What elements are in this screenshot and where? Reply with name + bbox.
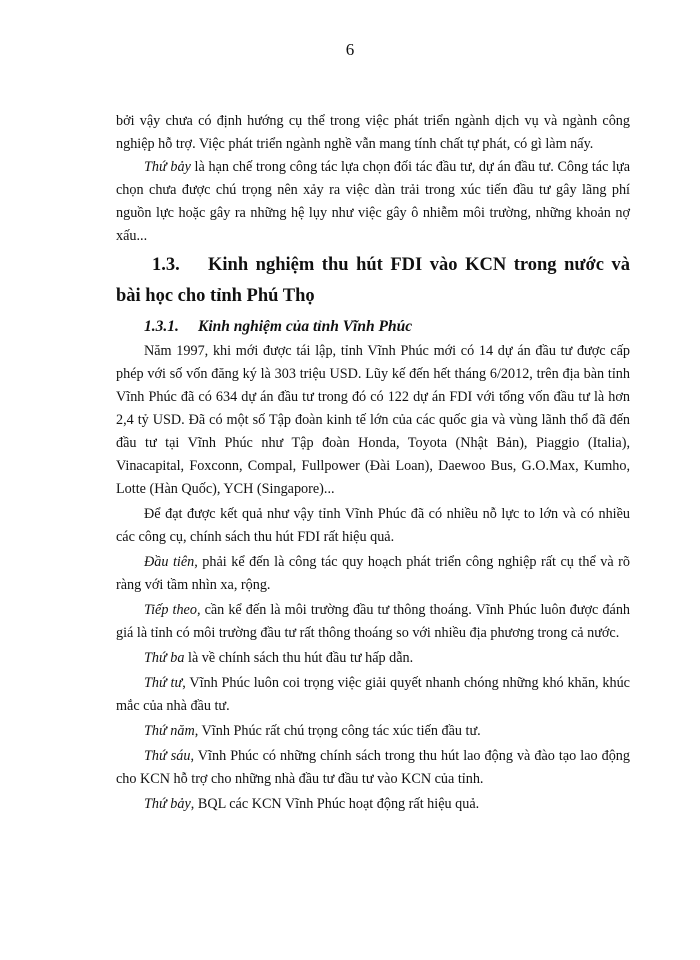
paragraph-vinh-phuc-history: Năm 1997, khi mới được tái lập, tỉnh Vĩnh Phúc mới có 14 dự án đầu tư được cấp phép với số vốn đăng ký là 303 triệu USD. Lũy kế đến hết tháng 6/2012, trên địa bàn tỉnh Vĩnh Phúc đã có 634 dự án đầu tư trong đó có 122 dự án FDI với tổng vốn đầu tư là hơn 2,4 tỷ USD. Đã có một số Tập đoàn kinh tế lớn của các quốc gia và vùng lãnh thổ đã đến đầu tư tại Vĩnh Phúc như Tập đoàn Honda, Toyota (Nhật Bản), Piaggio (Italia), Vinacapital, Foxconn, Compal, Fullpower (Đài Loan), Daewoo Bus, G.O.Max, Kumho, Lotte (Hàn Quốc), YCH (Singapore)... — [116, 343, 630, 497]
page-number: 6 — [345, 40, 355, 59]
paragraph-dau-tien — [116, 551, 630, 597]
paragraph-text: , Vĩnh Phúc có những chính sách trong thu hút lao động và đào tạo lao động cho KCN hỗ trợ cho những nhà đầu tư đầu tư vào KCN của tỉnh. — [116, 748, 630, 787]
paragraph-lead: Thứ tư — [144, 675, 183, 691]
page-body — [116, 110, 630, 816]
paragraph-lead: Thứ bảy — [144, 159, 191, 175]
paragraph-thu-nam — [116, 720, 630, 743]
paragraph-lead: Tiếp theo — [144, 602, 197, 618]
paragraph-thu-tu — [116, 672, 630, 718]
paragraph-lead: Thứ ba — [144, 650, 185, 666]
paragraph-text: là hạn chế trong công tác lựa chọn đối tác đầu tư, dự án đầu tư. Công tác lựa chọn chưa được chú trọng nên xảy ra việc dàn trải trong xúc tiến đầu tư gây lãng phí nguồn lực hoặc gây ra những hệ lụy như việc gây ô nhiễm môi trường, những khoản nợ xấu... — [116, 159, 630, 244]
subsection-number: 1.3.1. — [144, 318, 179, 335]
paragraph-text: là về chính sách thu hút đầu tư hấp dẫn. — [184, 650, 414, 666]
paragraph-thu-bay-limitation — [116, 156, 630, 248]
subsection-title: Kinh nghiệm của tỉnh Vĩnh Phúc — [198, 318, 413, 335]
paragraph-thu-ba — [116, 647, 630, 670]
subsection-heading-1-3-1 — [116, 314, 630, 340]
section-number: 1.3. — [152, 255, 180, 275]
paragraph-text: , Vĩnh Phúc luôn coi trọng việc giải quyết nhanh chóng những khó khăn, khúc mắc của nhà đầu tư. — [116, 675, 630, 714]
paragraph-lead: Thứ năm — [144, 723, 195, 739]
paragraph-results: Để đạt được kết quả như vậy tỉnh Vĩnh Phúc đã có nhiều nỗ lực to lớn và có nhiều các công cụ, chính sách thu hút FDI rất hiệu quả. — [116, 506, 630, 545]
paragraph-tiep-theo — [116, 599, 630, 645]
paragraph-text: , cần kể đến là môi trường đầu tư thông thoáng. Vĩnh Phúc luôn được đánh giá là tỉnh có môi trường đầu tư rất thông thoáng so với nhiều địa phương trong cả nước. — [116, 602, 631, 641]
section-title: Kinh nghiệm thu hút FDI vào KCN trong nước và bài học cho tỉnh Phú Thọ — [116, 255, 630, 306]
section-heading-1-3 — [116, 250, 630, 312]
paragraph-thu-bay-bql — [116, 793, 630, 816]
paragraph-text: , Vĩnh Phúc rất chú trọng công tác xúc tiến đầu tư. — [194, 723, 481, 739]
paragraph-lead: Thứ sáu — [144, 748, 191, 764]
paragraph-thu-sau — [116, 745, 630, 791]
paragraph-lead: Đầu tiên — [144, 554, 195, 570]
paragraph-text: , phải kể đến là công tác quy hoạch phát triển công nghiệp rất cụ thể và rõ ràng với tầm nhìn xa, rộng. — [116, 554, 630, 593]
paragraph-continuation: bởi vậy chưa có định hướng cụ thể trong việc phát triển ngành dịch vụ và ngành công nghiệp hỗ trợ. Việc phát triển ngành nghề vẫn mang tính chất tự phát, có gì làm nấy. — [116, 113, 630, 152]
paragraph-text: , BQL các KCN Vĩnh Phúc hoạt động rất hiệu quả. — [190, 796, 480, 812]
paragraph-lead: Thứ bảy — [144, 796, 191, 812]
